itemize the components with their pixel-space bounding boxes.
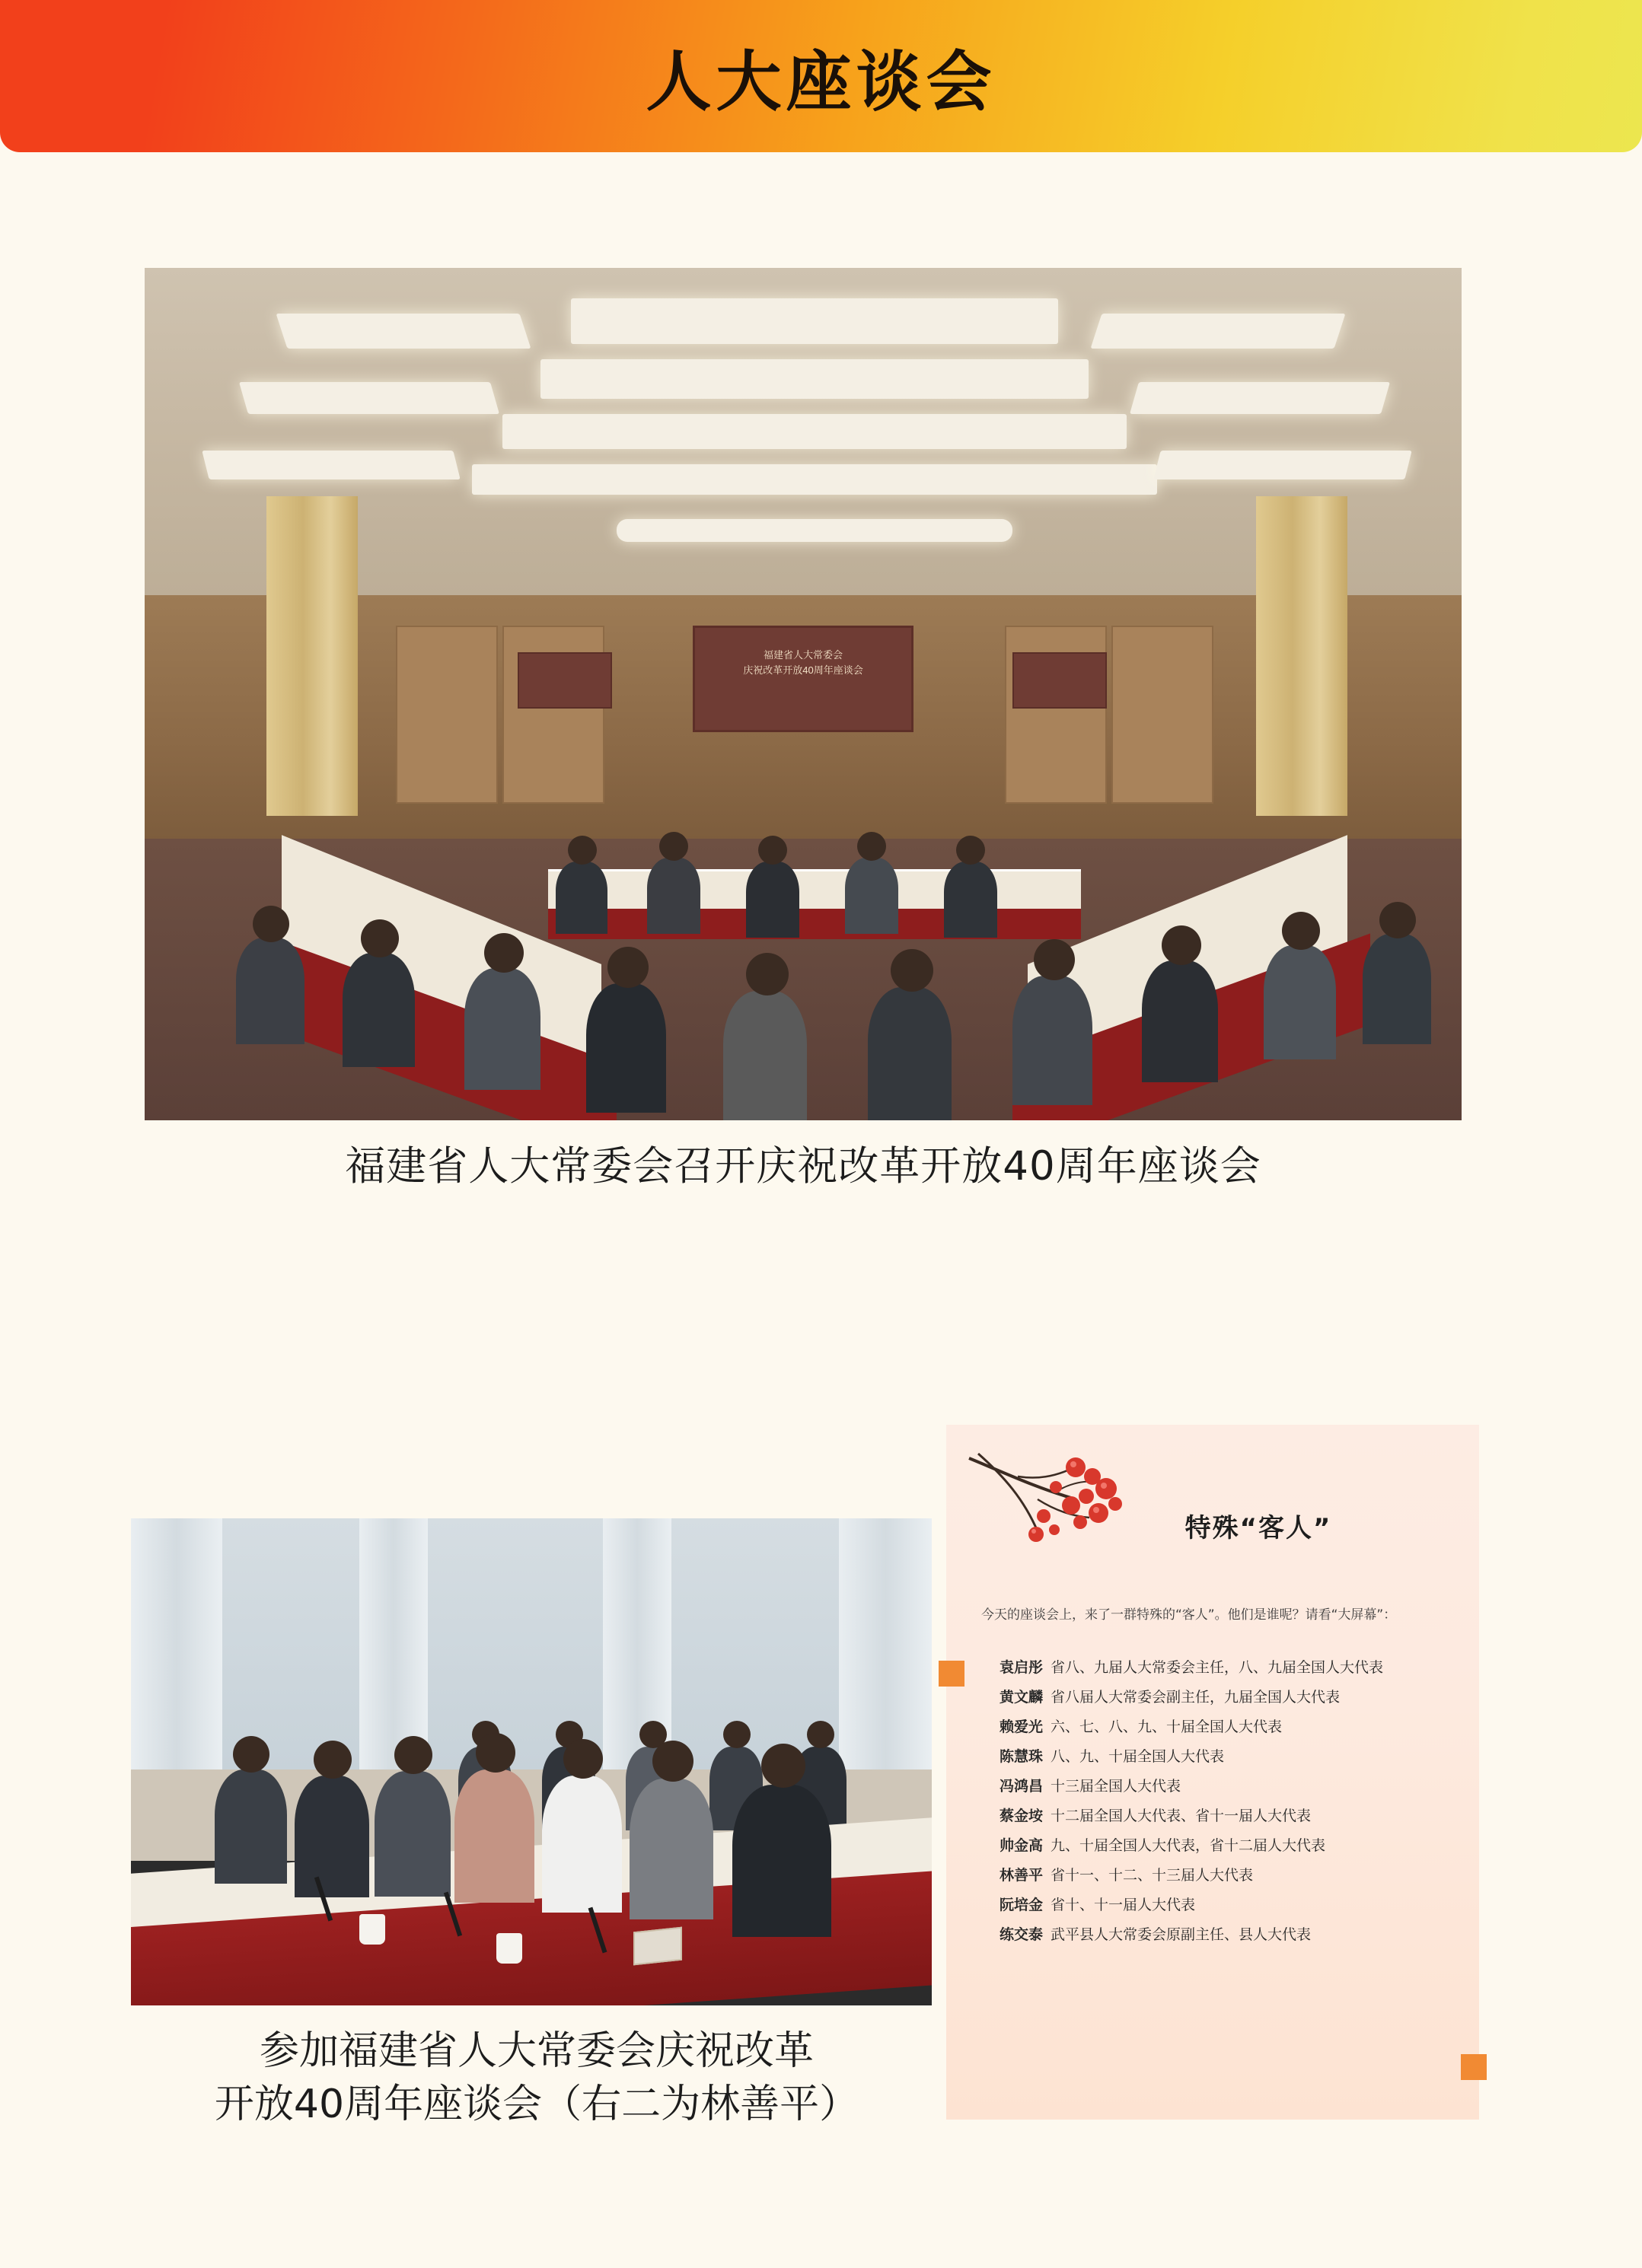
delegate xyxy=(215,1769,287,1884)
guest-list-item xyxy=(1000,1898,1456,1913)
special-guests-card xyxy=(946,1425,1479,2120)
guest-list-item xyxy=(1000,1809,1456,1824)
attendee xyxy=(1142,960,1218,1082)
ceiling-light-panel xyxy=(239,382,499,414)
tea-cup xyxy=(496,1933,522,1964)
guest-title: 省十一、十二、十三届人大代表 xyxy=(1051,1867,1254,1884)
attendee xyxy=(944,862,997,938)
guest-title: 十二届全国人大代表、省十一届人大代表 xyxy=(1051,1808,1312,1824)
ceiling-light-panel xyxy=(617,519,1012,542)
ceiling-light-panel xyxy=(276,314,531,349)
head-table-skirt xyxy=(548,909,1081,939)
page-header-banner xyxy=(0,0,1642,152)
guest-title: 省十、十一届人大代表 xyxy=(1051,1897,1196,1913)
guest-name: 蔡金垵 xyxy=(1000,1808,1044,1824)
wall-panel xyxy=(1111,626,1213,804)
delegate xyxy=(542,1776,622,1913)
guest-list-item xyxy=(1000,1868,1456,1883)
wall-panel xyxy=(396,626,498,804)
side-screen-left xyxy=(518,652,612,709)
card-corner-accent-left xyxy=(939,1661,964,1687)
attendee xyxy=(746,862,799,938)
attendee xyxy=(343,953,415,1067)
attendee xyxy=(868,987,952,1120)
guest-list-item xyxy=(1000,1839,1456,1853)
attendee xyxy=(464,968,540,1090)
attendee xyxy=(845,858,898,934)
guest-list-item xyxy=(1000,1779,1456,1794)
guest-name: 林善平 xyxy=(1000,1867,1044,1884)
attendee xyxy=(236,938,304,1044)
delegate xyxy=(630,1779,713,1919)
tea-cup xyxy=(359,1914,385,1945)
attendee xyxy=(647,858,700,934)
ceiling-light-panel xyxy=(571,298,1058,344)
photo1-caption: 福建省人大常委会召开庆祝改革开放40周年座谈会 xyxy=(345,1143,1261,1190)
guest-name: 冯鸿昌 xyxy=(1000,1778,1044,1795)
ceiling-light-panel xyxy=(1091,314,1346,349)
guest-list-item xyxy=(1000,1720,1456,1734)
guest-list-item xyxy=(1000,1661,1456,1675)
guest-title: 九、十届全国人大代表，省十二届人大代表 xyxy=(1051,1837,1326,1854)
guest-title: 省八届人大常委会副主任，九届全国人大代表 xyxy=(1051,1689,1341,1706)
main-projection-screen: 福建省人大常委会 庆祝改革开放40周年座谈会 xyxy=(693,626,913,732)
guest-title: 八、九、十届全国人大代表 xyxy=(1051,1748,1225,1765)
ceiling-light-panel xyxy=(202,451,460,479)
ceiling-light-panel xyxy=(1130,382,1390,414)
guest-list-item xyxy=(1000,1690,1456,1705)
guest-title: 六、七、八、九、十届全国人大代表 xyxy=(1051,1719,1283,1735)
delegates-photo xyxy=(131,1518,932,2005)
photo2-caption-line2: 开放40周年座谈会（右二为林善平） xyxy=(214,2082,859,2128)
guest-card-title: 特殊“客人” xyxy=(1184,1513,1332,1543)
head-table xyxy=(548,869,1081,911)
meeting-curtain xyxy=(131,1518,222,1769)
ceiling-light-panel xyxy=(502,414,1127,449)
guest-list xyxy=(1000,1661,1456,1957)
guest-title: 十三届全国人大代表 xyxy=(1051,1778,1181,1795)
card-corner-accent-right xyxy=(1461,2054,1487,2080)
attendee xyxy=(586,983,666,1113)
attendee xyxy=(1363,934,1431,1044)
guest-title: 省八、九届人大常委会主任，八、九届全国人大代表 xyxy=(1051,1659,1384,1676)
guest-name: 练交泰 xyxy=(1000,1926,1044,1943)
guest-name: 赖爱光 xyxy=(1000,1719,1044,1735)
attendee xyxy=(723,991,807,1120)
guest-name: 帅金高 xyxy=(1000,1837,1044,1854)
side-screen-right xyxy=(1012,652,1107,709)
conference-hall-photo xyxy=(145,268,1462,1120)
hall-curtain-left xyxy=(266,496,358,816)
hall-curtain-right xyxy=(1256,496,1347,816)
name-card xyxy=(633,1927,682,1966)
delegate xyxy=(295,1776,369,1897)
meeting-curtain xyxy=(359,1518,428,1769)
attendee xyxy=(1264,945,1336,1059)
guest-name: 陈慧珠 xyxy=(1000,1748,1044,1765)
delegate xyxy=(375,1771,451,1897)
delegate xyxy=(454,1769,534,1903)
photo2-caption-line1: 参加福建省人大常委会庆祝改革 xyxy=(259,2028,814,2074)
guest-name: 袁启彤 xyxy=(1000,1659,1044,1676)
guest-title: 武平县人大常委会原副主任、县人大代表 xyxy=(1051,1926,1312,1943)
guest-list-item xyxy=(1000,1928,1456,1942)
page-title: 人大座谈会 xyxy=(646,44,996,120)
attendee xyxy=(556,862,607,934)
photo2-caption xyxy=(114,2024,959,2131)
guest-card-intro: 今天的座谈会上，来了一群特殊的“客人”。他们是谁呢？请看“大屏幕”： xyxy=(981,1607,1397,1623)
guest-name: 阮培金 xyxy=(1000,1897,1044,1913)
ceiling-light-panel xyxy=(540,359,1089,399)
guest-name: 黄文麟 xyxy=(1000,1689,1044,1706)
ceiling-light-panel xyxy=(472,464,1157,495)
guest-list-item xyxy=(1000,1750,1456,1764)
ceiling-light-panel xyxy=(1153,451,1411,479)
delegate-highlight xyxy=(732,1785,831,1937)
meeting-curtain xyxy=(839,1518,932,1769)
attendee xyxy=(1012,976,1092,1105)
page-body xyxy=(0,152,1642,2268)
